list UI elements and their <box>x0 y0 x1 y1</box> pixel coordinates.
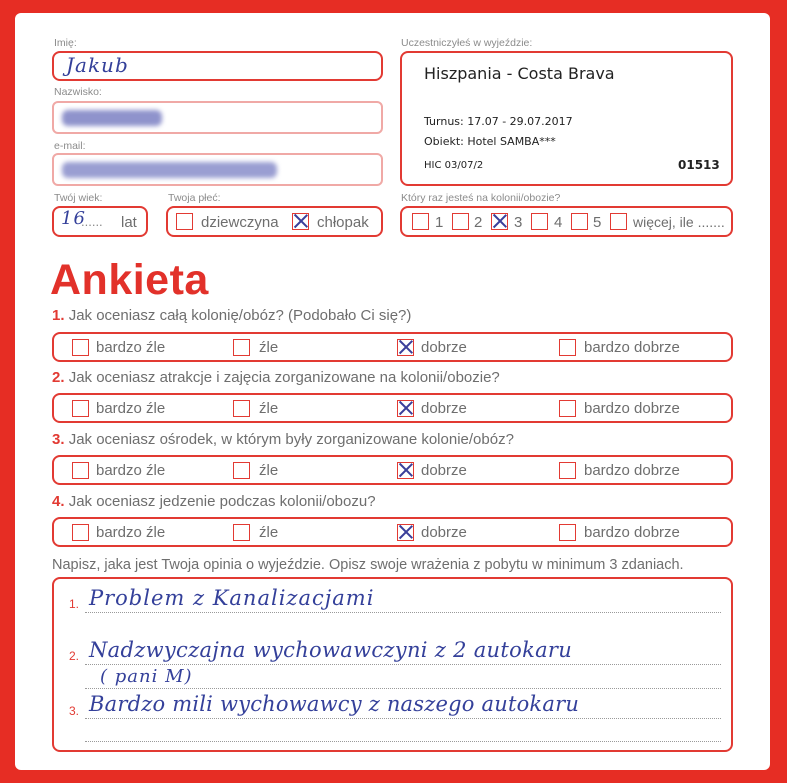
question-4-number: 4. <box>52 493 65 510</box>
times-2-label: 2 <box>474 214 483 231</box>
opinion-line-3 <box>85 688 721 689</box>
opinion-line-1 <box>85 612 721 613</box>
times-more-checkbox[interactable] <box>610 213 627 230</box>
question-3 <box>52 431 514 448</box>
q4-bardzo-zle-checkbox[interactable] <box>72 524 89 541</box>
times-4-checkbox[interactable] <box>531 213 548 230</box>
q3-zle-label: źle <box>259 462 279 479</box>
gender-male-checkbox[interactable] <box>292 213 309 230</box>
opinion-line-2 <box>85 664 721 665</box>
question-3-text: Jak oceniasz ośrodek, w którym były zorganizowane kolonie/obóz? <box>68 431 514 448</box>
q4-zle-checkbox[interactable] <box>233 524 250 541</box>
question-1-number: 1. <box>52 307 65 324</box>
gender-female-checkbox[interactable] <box>176 213 193 230</box>
question-1 <box>52 307 411 324</box>
times-2-checkbox[interactable] <box>452 213 469 230</box>
opinion-line-5 <box>85 741 721 742</box>
times-3-label: 3 <box>514 214 523 231</box>
q1-zle-label: źle <box>259 339 279 356</box>
gender-male-label: chłopak <box>317 214 369 231</box>
times-5-checkbox[interactable] <box>571 213 588 230</box>
opinion-3-number: 3. <box>69 704 80 718</box>
q2-dobrze-label: dobrze <box>421 400 467 417</box>
age-value: 16 <box>61 208 86 229</box>
q1-dobrze-checkbox[interactable] <box>397 339 414 356</box>
q2-zle-checkbox[interactable] <box>233 400 250 417</box>
times-1-label: 1 <box>435 214 444 231</box>
opinion-1-number: 1. <box>69 597 80 611</box>
times-1-checkbox[interactable] <box>412 213 429 230</box>
question-4-text: Jak oceniasz jedzenie podczas kolonii/obozu? <box>68 493 376 510</box>
question-2 <box>52 369 500 386</box>
times-label: Który raz jesteś na kolonii/obozie? <box>401 192 561 204</box>
q3-dobrze-checkbox[interactable] <box>397 462 414 479</box>
trip-turnus: Turnus: 17.07 - 29.07.2017 <box>424 115 573 128</box>
times-4-label: 4 <box>554 214 563 231</box>
name-value: Jakub <box>66 53 129 77</box>
survey-title: Ankieta <box>50 256 209 304</box>
q4-bardzo-dobrze-checkbox[interactable] <box>559 524 576 541</box>
q2-bardzo-dobrze-checkbox[interactable] <box>559 400 576 417</box>
opinion-2-text: Nadzwyczajna wychowawczyni z 2 autokaru <box>89 638 573 662</box>
question-4 <box>52 493 376 510</box>
times-5-label: 5 <box>593 214 602 231</box>
name-label: Imię: <box>54 37 77 49</box>
q1-bardzo-zle-checkbox[interactable] <box>72 339 89 356</box>
question-1-text: Jak oceniasz całą kolonię/obóz? (Podobało Ci się?) <box>68 307 412 324</box>
q3-bardzo-dobrze-label: bardzo dobrze <box>584 462 680 479</box>
q1-dobrze-label: dobrze <box>421 339 467 356</box>
q3-bardzo-zle-checkbox[interactable] <box>72 462 89 479</box>
opinion-prompt: Napisz, jaka jest Twoja opinia o wyjeździe. Opisz swoje wrażenia z pobytu w minimum 3 zdaniach. <box>52 557 684 573</box>
q4-bardzo-zle-label: bardzo źle <box>96 524 166 541</box>
trip-code: HIC 03/07/2 <box>424 160 484 171</box>
gender-label: Twoja płeć: <box>168 192 221 204</box>
trip-number: 01513 <box>678 158 720 172</box>
q2-dobrze-checkbox[interactable] <box>397 400 414 417</box>
q2-bardzo-dobrze-label: bardzo dobrze <box>584 400 680 417</box>
surname-redacted <box>62 110 162 126</box>
times-3-checkbox[interactable] <box>491 213 508 230</box>
q2-zle-label: źle <box>259 400 279 417</box>
q1-bardzo-dobrze-checkbox[interactable] <box>559 339 576 356</box>
opinion-2-number: 2. <box>69 649 80 663</box>
question-3-number: 3. <box>52 431 65 448</box>
q1-zle-checkbox[interactable] <box>233 339 250 356</box>
email-label: e-mail: <box>54 140 86 152</box>
trip-obiekt: Obiekt: Hotel SAMBA*** <box>424 135 556 148</box>
age-unit: lat <box>121 214 137 231</box>
q4-zle-label: źle <box>259 524 279 541</box>
question-2-number: 2. <box>52 369 65 386</box>
trip-destination: Hiszpania - Costa Brava <box>424 64 615 83</box>
q4-bardzo-dobrze-label: bardzo dobrze <box>584 524 680 541</box>
age-label: Twój wiek: <box>54 192 103 204</box>
q1-bardzo-zle-label: bardzo źle <box>96 339 166 356</box>
q2-bardzo-zle-checkbox[interactable] <box>72 400 89 417</box>
q4-dobrze-label: dobrze <box>421 524 467 541</box>
q3-bardzo-dobrze-checkbox[interactable] <box>559 462 576 479</box>
question-2-text: Jak oceniasz atrakcje i zajęcia zorganizowane na kolonii/obozie? <box>68 369 500 386</box>
q3-zle-checkbox[interactable] <box>233 462 250 479</box>
times-more-label: więcej, ile ....... <box>633 214 725 230</box>
q1-bardzo-dobrze-label: bardzo dobrze <box>584 339 680 356</box>
age-dots: ...... <box>81 214 103 229</box>
trip-label: Uczestniczyłeś w wyjeździe: <box>401 37 533 49</box>
gender-female-label: dziewczyna <box>201 214 279 231</box>
q2-bardzo-zle-label: bardzo źle <box>96 400 166 417</box>
q3-bardzo-zle-label: bardzo źle <box>96 462 166 479</box>
q3-dobrze-label: dobrze <box>421 462 467 479</box>
surname-label: Nazwisko: <box>54 86 102 98</box>
opinion-3-text: Bardzo mili wychowawcy z naszego autokaru <box>89 692 580 716</box>
opinion-2-extra: ( pani M) <box>100 666 193 687</box>
q4-dobrze-checkbox[interactable] <box>397 524 414 541</box>
email-redacted <box>62 162 277 178</box>
opinion-1-text: Problem z Kanalizacjami <box>89 586 375 610</box>
opinion-line-4 <box>85 718 721 719</box>
